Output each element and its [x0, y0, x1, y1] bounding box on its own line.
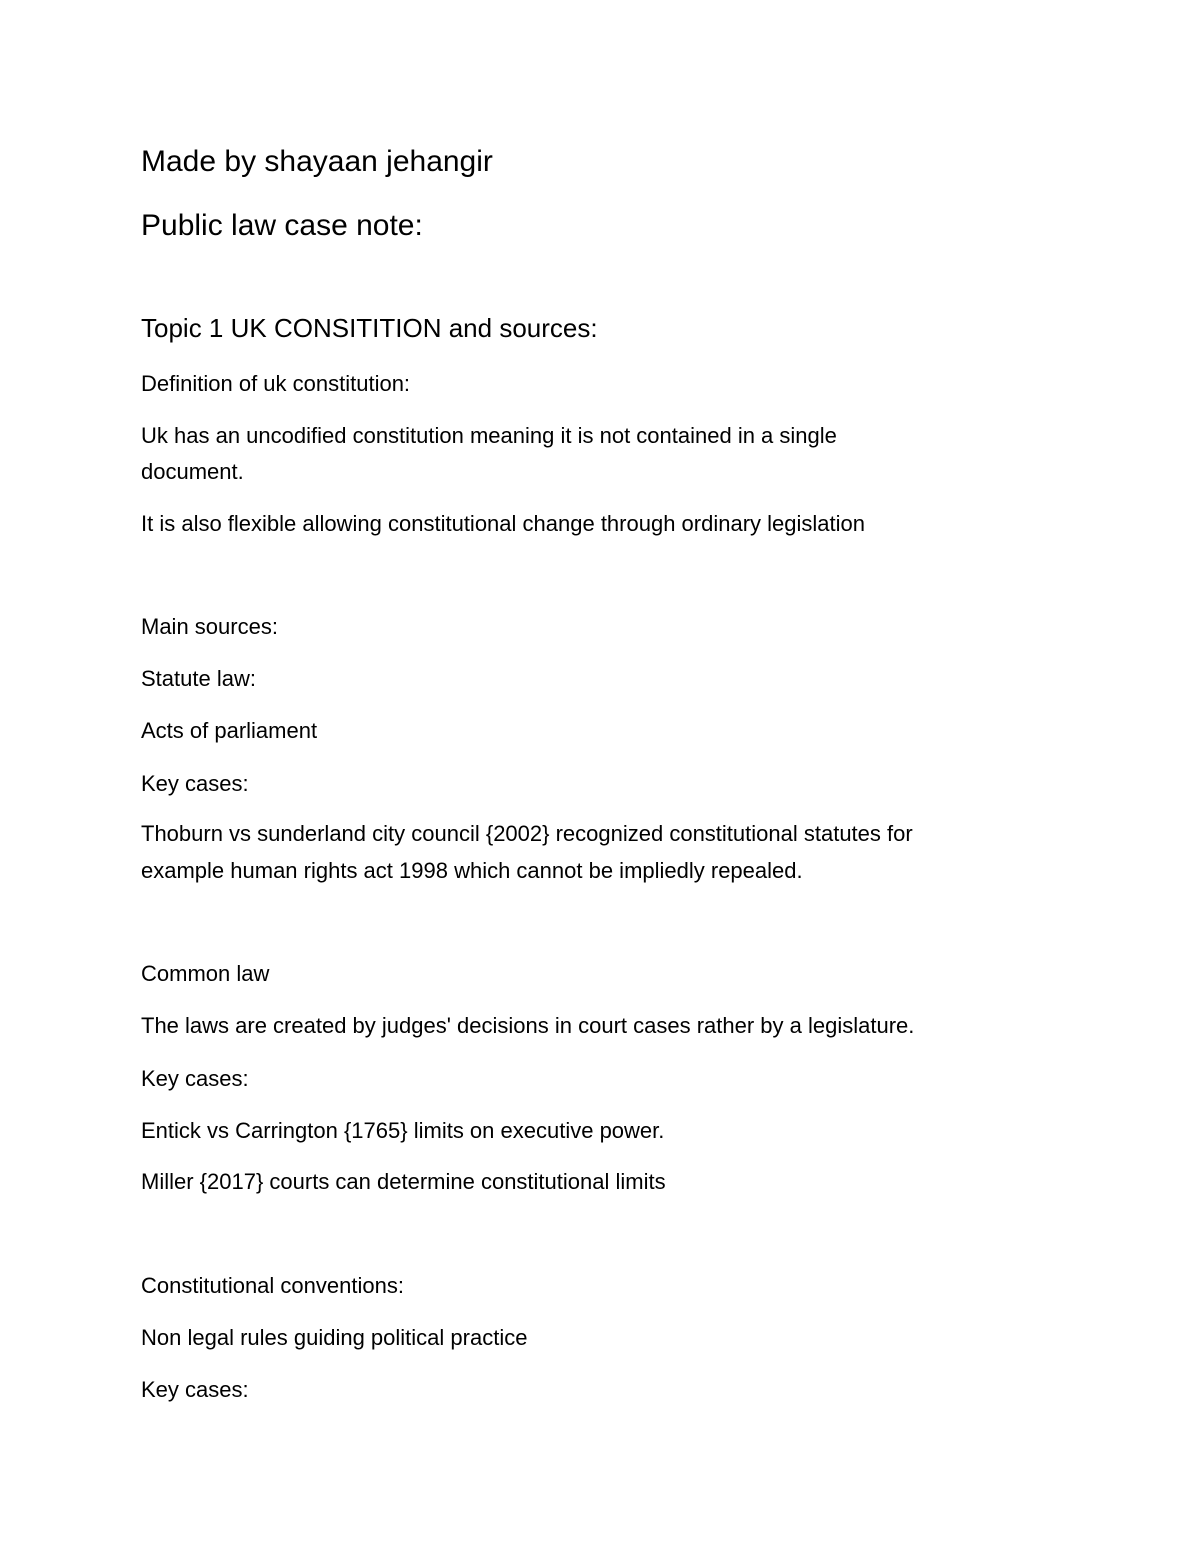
document-title: Public law case note:	[141, 209, 423, 242]
conventions-text: Non legal rules guiding political practice	[141, 1325, 528, 1350]
statute-law-text: Acts of parliament	[141, 718, 318, 743]
author-line: Made by shayaan jehangir	[141, 145, 493, 178]
common-law-case2: Miller {2017} courts can determine constitutional limits	[141, 1169, 666, 1194]
conventions-label: Constitutional conventions:	[141, 1273, 404, 1298]
common-law-case1: Entick vs Carrington {1765} limits on executive power.	[141, 1118, 665, 1143]
common-law-key-cases-label: Key cases:	[141, 1066, 249, 1091]
main-sources-label: Main sources:	[141, 614, 278, 639]
statute-key-cases-label: Key cases:	[141, 771, 249, 796]
definition-label: Definition of uk constitution:	[141, 371, 411, 396]
common-law-label: Common law	[141, 961, 270, 986]
statute-case-line2: example human rights act 1998 which cannot be impliedly repealed.	[141, 858, 803, 883]
conventions-key-cases-label: Key cases:	[141, 1377, 249, 1402]
statute-law-label: Statute law:	[141, 666, 256, 691]
definition-para2: It is also flexible allowing constitutional change through ordinary legislation	[141, 511, 865, 536]
statute-case-line1: Thoburn vs sunderland city council {2002} recognized constitutional statutes for	[141, 821, 913, 846]
topic-heading: Topic 1 UK CONSITITION and sources:	[141, 313, 598, 343]
definition-para1-line2: document.	[141, 459, 244, 484]
definition-para1-line1: Uk has an uncodified constitution meaning it is not contained in a single	[141, 423, 837, 448]
common-law-text: The laws are created by judges' decisions in court cases rather by a legislature.	[141, 1013, 915, 1038]
